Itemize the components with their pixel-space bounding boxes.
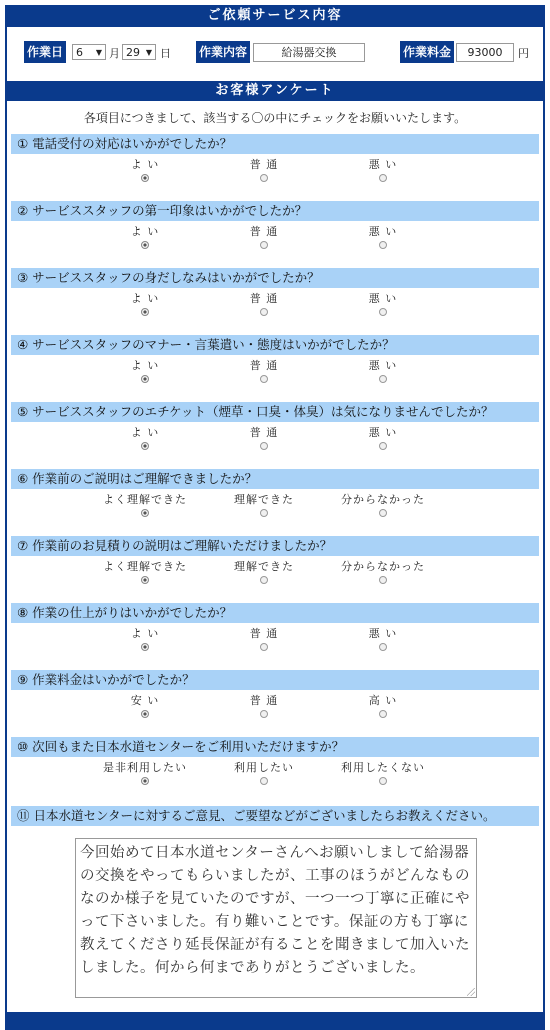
radio-button[interactable] [379,777,387,785]
question-heading: ① 電話受付の対応はいかがでしたか？ [11,134,539,154]
answer-options [11,556,539,600]
answer-label: 分からなかった [341,560,425,573]
survey-question [11,536,539,600]
answer-label: 普 通 [249,292,279,305]
answer-label: 悪 い [368,627,398,640]
answer-label: よく理解できた [103,493,187,506]
survey-question [11,603,539,667]
answer-option [323,627,443,654]
answer-label: 普 通 [249,225,279,238]
radio-button[interactable] [260,643,268,651]
answer-option [85,158,205,185]
day-value: 29 [126,46,140,59]
answer-option [323,493,443,520]
answer-options [11,623,539,667]
answer-option [204,694,324,721]
survey-header: お客様アンケート [5,81,545,101]
answer-label: よ い [130,426,160,439]
answer-option [204,292,324,319]
radio-button[interactable] [260,375,268,383]
answer-label: よ い [130,359,160,372]
answer-option [323,560,443,587]
answer-option [85,694,205,721]
answer-option [85,359,205,386]
question-heading: ④ サービススタッフのマナー・言葉遣い・態度はいかがでしたか？ [11,335,539,355]
radio-button[interactable] [379,643,387,651]
radio-button[interactable] [141,241,149,249]
answer-option [323,426,443,453]
answer-label: 普 通 [249,694,279,707]
answer-option [204,426,324,453]
radio-button[interactable] [260,777,268,785]
work-date-label: 作業日 [24,41,66,63]
question-heading: ⑪ 日本水道センターに対するご意見、ご要望などがございましたらお教えください。 [11,806,539,826]
answer-label: よ い [130,627,160,640]
service-header: ご依頼サービス内容 [5,5,545,27]
answer-label: 利用したい [234,761,294,774]
question-heading: ⑨ 作業料金はいかがでしたか？ [11,670,539,690]
comment-question [11,806,539,826]
answer-label: 悪 い [368,359,398,372]
answer-option [85,761,205,788]
answer-options [11,355,539,399]
answer-label: よ い [130,225,160,238]
answer-options [11,757,539,801]
answer-option [204,225,324,252]
radio-button[interactable] [379,509,387,517]
radio-button[interactable] [379,710,387,718]
answer-option [85,426,205,453]
survey-intro: 各項目につきまして、該当する〇の中にチェックをお願いいたします。 [83,111,467,125]
radio-button[interactable] [260,509,268,517]
radio-button[interactable] [379,576,387,584]
radio-button[interactable] [379,375,387,383]
answer-option [323,694,443,721]
answer-option [204,627,324,654]
answer-label: 悪 い [368,292,398,305]
answer-option [85,225,205,252]
radio-button[interactable] [260,308,268,316]
work-fee-label: 作業料金 [400,41,454,63]
answer-option [323,158,443,185]
answer-option [323,225,443,252]
footer-band [5,1012,545,1030]
day-select[interactable] [122,44,156,60]
comment-text: 今回始めて日本水道センターさんへお願いしまして給湯器の交換をやってもらいましたが、工事のほうがどんなものなのか様子を見ていたのですが、一つ一つ丁寧に正確にやって下さいました。有り難いことです。保証の方も丁寧に教えてくださり延長保証が有ることを聞きまして加入いたしました。何から何までありがとうございました。 [80,845,470,976]
answer-label: よく理解できた [103,560,187,573]
answer-options [11,489,539,533]
answer-option [204,359,324,386]
fee-unit: 円 [518,47,529,60]
work-content-label: 作業内容 [196,41,250,63]
radio-button[interactable] [141,174,149,182]
answer-label: 理解できた [234,560,294,573]
radio-button[interactable] [379,174,387,182]
question-heading: ⑩ 次回もまた日本水道センターをご利用いただけますか？ [11,737,539,757]
answer-options [11,288,539,332]
answer-options [11,221,539,265]
answer-label: 是非利用したい [103,761,187,774]
answer-options [11,154,539,198]
radio-button[interactable] [260,576,268,584]
radio-button[interactable] [379,442,387,450]
work-details-row [24,40,534,66]
survey-question [11,268,539,332]
radio-button[interactable] [141,710,149,718]
month-unit: 月 [109,47,120,60]
answer-option [204,761,324,788]
survey-question [11,402,539,466]
question-heading: ② サービススタッフの第一印象はいかがでしたか？ [11,201,539,221]
answer-option [323,292,443,319]
answer-option [323,761,443,788]
answer-label: 利用したくない [341,761,425,774]
answer-option [85,627,205,654]
radio-button[interactable] [379,241,387,249]
question-heading: ⑥ 作業前のご説明はご理解できましたか？ [11,469,539,489]
answer-label: 悪 い [368,158,398,171]
radio-button[interactable] [141,375,149,383]
survey-question [11,469,539,533]
resize-handle-icon[interactable] [467,988,475,996]
work-fee-field[interactable]: 93000 [456,43,514,62]
radio-button[interactable] [141,576,149,584]
work-content-field[interactable]: 給湯器交換 [253,43,365,62]
answer-label: 高 い [368,694,398,707]
question-heading: ⑦ 作業前のお見積りの説明はご理解いただけましたか？ [11,536,539,556]
radio-button[interactable] [260,710,268,718]
answer-option [85,560,205,587]
radio-button[interactable] [141,308,149,316]
month-value: 6 [76,46,83,59]
survey-question [11,201,539,265]
answer-label: 普 通 [249,627,279,640]
answer-option [323,359,443,386]
answer-label: 普 通 [249,359,279,372]
answer-label: 分からなかった [341,493,425,506]
answer-option [204,560,324,587]
answer-label: 安 い [130,694,160,707]
radio-button[interactable] [260,442,268,450]
question-heading: ⑤ サービススタッフのエチケット（煙草・口臭・体臭）は気になりませんでしたか？ [11,402,539,422]
day-unit: 日 [160,47,171,60]
answer-options [11,422,539,466]
comment-textarea[interactable] [75,838,477,998]
chevron-down-icon: ▼ [145,48,152,57]
radio-button[interactable] [141,777,149,785]
radio-button[interactable] [260,241,268,249]
question-heading: ③ サービススタッフの身だしなみはいかがでしたか？ [11,268,539,288]
radio-button[interactable] [379,308,387,316]
answer-option [85,292,205,319]
answer-option [204,493,324,520]
radio-button[interactable] [260,174,268,182]
radio-button[interactable] [141,442,149,450]
month-select[interactable] [72,44,106,60]
survey-question [11,737,539,801]
radio-button[interactable] [141,509,149,517]
answer-label: 悪 い [368,426,398,439]
survey-question [11,670,539,734]
answer-label: よ い [130,292,160,305]
question-heading: ⑧ 作業の仕上がりはいかがでしたか？ [11,603,539,623]
survey-question [11,134,539,198]
answer-label: 普 通 [249,426,279,439]
answer-label: 悪 い [368,225,398,238]
answer-label: 普 通 [249,158,279,171]
answer-option [204,158,324,185]
answer-label: よ い [130,158,160,171]
chevron-down-icon: ▼ [95,48,102,57]
answer-option [85,493,205,520]
survey-question [11,335,539,399]
answer-options [11,690,539,734]
answer-label: 理解できた [234,493,294,506]
radio-button[interactable] [141,643,149,651]
